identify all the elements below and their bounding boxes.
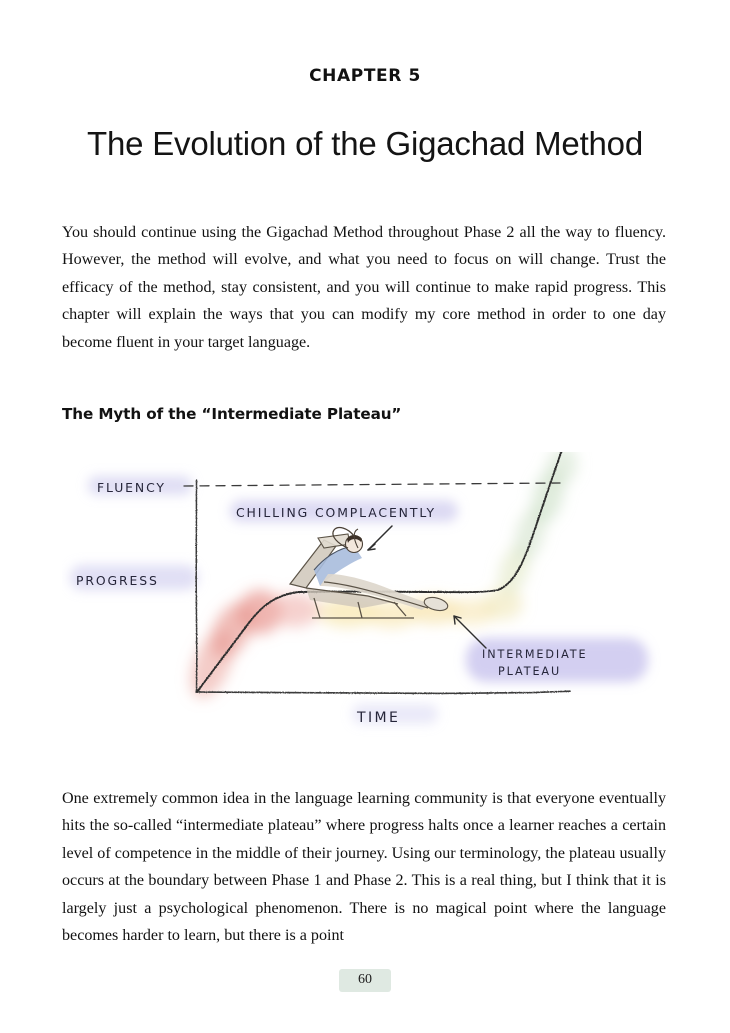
page-title: The Evolution of the Gigachad Method <box>87 125 643 163</box>
fluency-axis-label: FLUENCY <box>97 480 166 495</box>
time-axis-label: TIME <box>357 710 401 726</box>
progress-plateau-illustration <box>62 452 666 752</box>
page-number: 60 <box>339 969 391 992</box>
fluency-reference-line <box>184 483 560 486</box>
intro-paragraph: You should continue using the Gigachad Method throughout Phase 2 all the way to fluency. However, the method will evolve, and what you need to focus on will change. Trust the efficacy of the method, stay consistent, and you will continue to make rapid progress. This chapter will explain the ways that you can modify my core method in order to one day become fluent in your target language. <box>62 224 666 351</box>
intermediate-plateau-annotation-line2: PLATEAU <box>498 665 562 678</box>
progress-axis-label: PROGRESS <box>76 573 159 588</box>
intermediate-plateau-annotation-line1: INTERMEDIATE <box>482 648 588 661</box>
chapter-label: CHAPTER 5 <box>309 66 421 86</box>
chilling-callout-arrow <box>368 526 392 550</box>
after-figure-paragraph: One extremely common idea in the language learning community is that everyone eventually hits the so-called “intermediate plateau” where progress halts once a learner reaches a certain level of competence in the middle of their journey. Using our terminology, the plateau usually occurs at the boundary between Phase 1 and Phase 2. This is a real thing, but I think that it is largely just a psychological phenomenon. There is no magical point where the language becomes harder to learn, but there is a point <box>62 790 666 945</box>
section-heading: The Myth of the “Intermediate Plateau” <box>62 404 402 423</box>
chilling-complacently-annotation: CHILLING COMPLACENTLY <box>236 505 436 520</box>
